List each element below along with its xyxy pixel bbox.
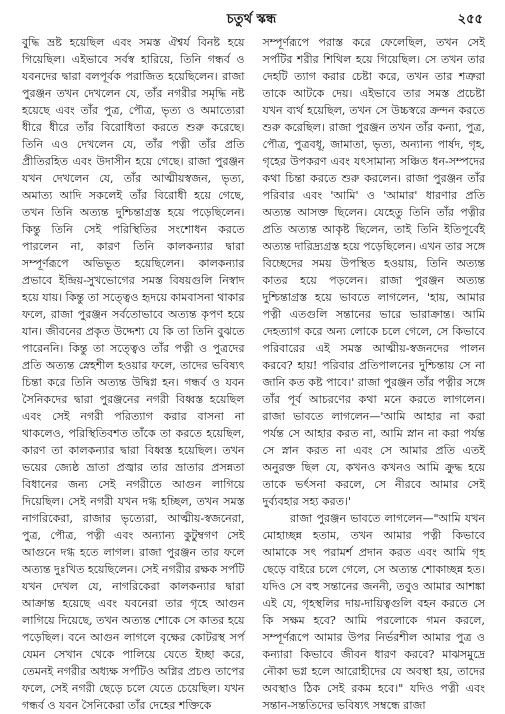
right-paragraph-1: সম্পূর্ণরূপে পরাস্ত করে ফেলেছিল, তখন সেই সর্পটির শরীর শিথিল হয়ে গিয়েছিল। সে তখন তার দেহটি ত্যাগ করার চেষ্টা করে, তখন তার শত্রুরা তাকে আটকে দেয়। এইভাবে তার সমস্ত প্রচেষ্টা যখন ব্যর্থ হয়েছিল, তখন সে উচ্চস্বরে ক্রন্দন করতে শুরু করেছিল। রাজা পুরঞ্জন তখন তাঁর কন্যা, পুত্র, পৌত্র, পুত্রবধূ, জামাতা, ভৃত্য, অন্যান্য পার্ষদ, গৃহ, গৃহের উপকরণ এবং যৎসামান্য সঞ্চিত ধন-সম্পদের কথা চিন্তা করতে শুরু করলেন। রাজা পুরঞ্জন তাঁর পরিবার এবং 'আমি' ও 'আমার' ধারণার প্রতি অত্যন্ত আসক্ত ছিলেন। যেহেতু তিনি তাঁর পত্নীর প্রতি অত্যন্ত আকৃষ্ট ছিলেন, তাই তিনি ইতিপূর্বেই অত্যন্ত দারিদ্র্যগ্রস্ত হয়ে পড়েছিলেন। এখন তার সঙ্গে বিচ্ছেদের সময় উপস্থিত হওয়ায়, তিনি অত্যন্ত কাতর হয়ে পড়লেন। রাজা পুরঞ্জন অত্যন্ত দুশ্চিন্তাগ্রস্ত হয়ে ভাবতে লাগলেন, 'হায়, আমার পত্নী এতগুলি সন্তানের ভারে ভারাক্রান্ত। আমি দেহত্যাগ করে অন্য লোকে চলে গেলে, সে কিভাবে পরিবারের এই সমস্ত আত্মীয়-স্বজনদের পালন করবে? হায়! পরিবার প্রতিপালনের দুশ্চিন্তায় সে না জানি কত কষ্ট পাবে।' রাজা পুরঞ্জন তাঁর পত্নীর সঙ্গে তাঁর পূর্ব আচরণের কথা মনে করতে লাগলেন। রাজা ভাবতে লাগলেন—'আমি আহার না করা পর্যন্ত সে আহার করত না, আমি স্নান না করা পর্যন্ত সে স্নান করত না এবং সে আমার প্রতি এতই অনুরক্ত ছিল যে, কখনও কখনও আমি ক্রুদ্ধ হয়ে তাকে ভর্ৎসনা করলে, সে নীরবে আমার সেই দুর্ব্যবহার সহ্য করত।' [262, 36, 485, 508]
page-number: ২৫৫ [457, 12, 483, 27]
page-header [20, 10, 483, 30]
right-paragraph-2: রাজা পুরঞ্জন ভাবতে লাগলেন—"আমি যখন মোহাচ্ছন্ন হতাম, তখন আমার পত্নী কিভাবে আমাকে সৎ পরামর্শ প্রদান করত এবং আমি গৃহ ছেড়ে বাইরে চলে গেলে, সে অত্যন্ত শোকাচ্ছন্ন হত। যদিও সে বহু সন্তানের জননী, তবুও আমার আশঙ্কা এই যে, গৃহস্থলির দায়-দায়িত্বগুলি বহন করতে সে কি সক্ষম হবে? আমি পরলোকে গমন করলে, সম্পূর্ণরূপে আমার উপর নির্ভরশীল আমার পুত্র ও কন্যারা কিভাবে জীবন ধারণ করবে? মাঝসমুদ্রে নৌকা ভগ্ন হলে আরোহীদের যে অবস্থা হয়, তাদের অবস্থাও ঠিক সেই রকম হবে।" যদিও পত্নী এবং সন্তান-সন্ততিদের ভবিষ্যৎ সম্বন্ধে রাজা [262, 512, 485, 712]
left-paragraph-1: বুদ্ধি ভ্রষ্ট হয়েছিল এবং সমস্ত ঐশ্বর্য বিনষ্ট হয়ে গিয়েছিল। এইভাবে সর্বস্ব হারিয়ে, তিনি গন্ধর্ব ও যবনদের দ্বারা বলপূর্বক পরাজিত হয়েছিলেন। রাজা পুরঞ্জন তখন দেখলেন যে, তাঁর নগরীর সমৃদ্ধি নষ্ট হয়েছে এবং তাঁর পুত্র, পৌত্র, ভৃত্য ও অমাত্যেরা ধীরে ধীরে তাঁর বিরোধিতা করতে শুরু করেছে। তিনি এও দেখলেন যে, তাঁর পত্নী তাঁর প্রতি প্রীতিরহিত এবং উদাসীন হয়ে গেছে। রাজা পুরঞ্জন যখন দেখলেন যে, তাঁর আত্মীয়স্বজন, ভৃত্য, অমাত্য আদি সকলেই তাঁর বিরোধী হয়ে গেছে, তখন তিনি অত্যন্ত দুশ্চিন্তাগ্রস্ত হয়ে পড়েছিলেন। কিন্তু তিনি সেই পরিস্থিতির সংশোধন করতে পারলেন না, কারণ তিনি কালকন্যার দ্বারা সম্পূর্ণরূপে অভিভূত হয়েছিলেন। কালকন্যার প্রভাবে ইন্দ্রিয়-সুখভোগের সমস্ত বিষয়গুলি নিস্বাদ হয়ে যায়। কিন্তু তা সত্ত্বেও হৃদয়ে কামবাসনা থাকার ফলে, রাজা পুরঞ্জন সর্বতোভাবে অত্যন্ত কৃপণ হয়ে যান। জীবনের প্রকৃত উদ্দেশ্য যে কি তা তিনি বুঝতে পারেননি। কিন্তু তা সত্ত্বেও তাঁর পত্নী ও পুত্রদের প্রতি অত্যন্ত স্নেহশীল হওয়ার ফলে, তাদের ভবিষ্যৎ চিন্তা করে তিনি অত্যন্ত উদ্বিগ্ন হন। গন্ধর্ব ও যবন সৈনিকদের দ্বারা পুরঞ্জনের নগরী বিধ্বস্ত হয়েছিল এবং সেই নগরী পরিত্যাগ করার বাসনা না থাকলেও, পরিস্থিতিবশত তাঁকে তা করতে হয়েছিল, কারণ তা কালকন্যার দ্বারা বিধ্বস্ত হয়েছিল। তখন ভয়ের জ্যেষ্ঠ ভ্রাতা প্রজ্বার তার ভ্রাতার প্রসন্নতা বিধানের জন্য সেই নগরীতে আগুন লাগিয়ে দিয়েছিল। সেই নগরী যখন দগ্ধ হচ্ছিল, তখন সমস্ত নাগরিকেরা, রাজার ভৃত্যেরা, আত্মীয়-স্বজনেরা, পুত্র, পৌত্র, পত্নী এবং অন্যান্য কুটুম্বগণ সেই আগুনে দগ্ধ হতে লাগল। রাজা পুরঞ্জন তার ফলে অত্যন্ত দুঃখিত হয়েছিলেন। সেই নগরীর রক্ষক সর্পটি যখন দেখল যে, নাগরিকেরা কালকন্যার দ্বারা আক্রান্ত হয়েছে এবং যবনেরা তার গৃহে আগুন লাগিয়ে দিয়েছে, তখন অত্যন্ত শোকে সে কাতর হয়ে পড়েছিল। বনে আগুন লাগলে বৃক্ষের কোটরস্থ সর্প যেমন সেখান থেকে পালিয়ে যেতে ইচ্ছা করে, তেমনই নগরীর অধ্যক্ষ সর্পটিও অগ্নির প্রচণ্ড তাপের ফলে, সেই নগরী ছেড়ে চলে যেতে চেয়েছিল। যখন গন্ধর্ব ও যবন সৈনিকেরা তাঁর দেহের শক্তিকে [22, 36, 245, 712]
chapter-title: চতুর্থ স্কন্ধ [226, 12, 277, 27]
text-columns [22, 34, 485, 712]
right-column [262, 34, 486, 712]
left-column [22, 34, 245, 712]
